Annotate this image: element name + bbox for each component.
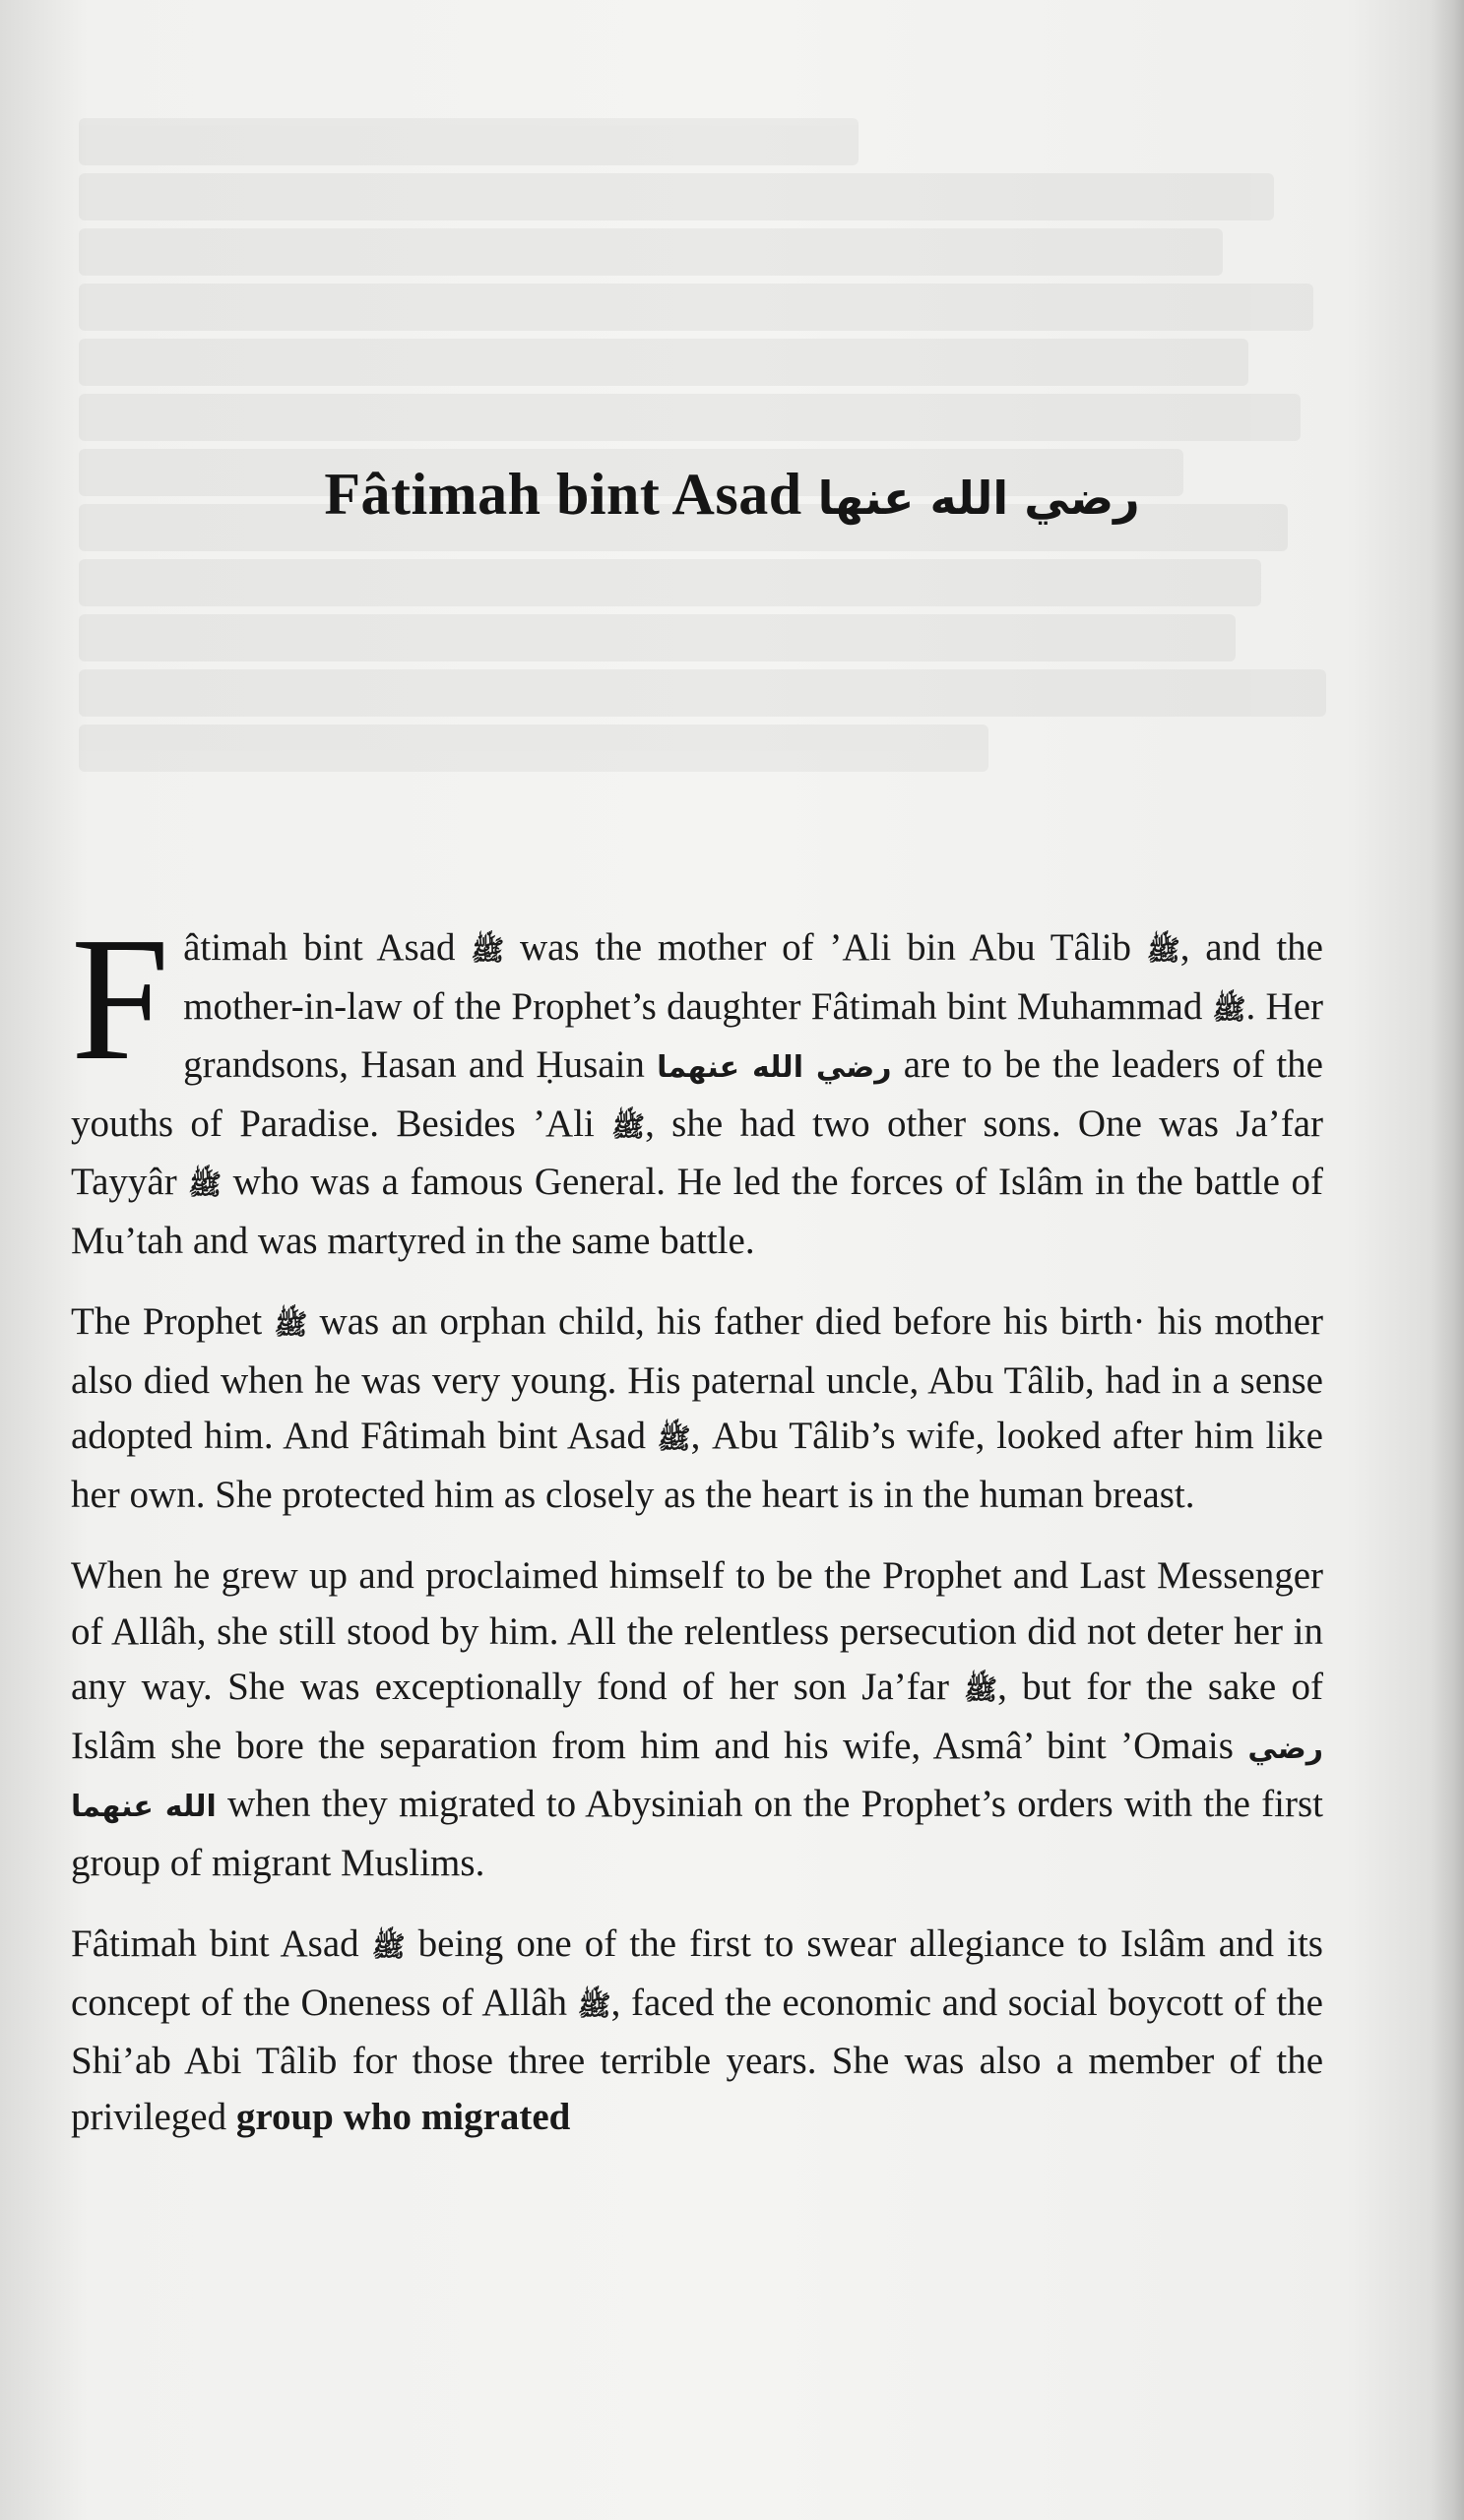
text: âtimah bint Asad [183, 926, 472, 969]
text: when they migrated to Abysiniah on the Prophet’s orders with the first group of migrant Muslims. [71, 1783, 1323, 1884]
honorific-glyph: ﷺ [577, 1988, 611, 2022]
title-text: Fâtimah bint Asad [324, 462, 802, 527]
text: , and the mother-in-law of the Prophet’s daughter Fâtimah bint Muhammad [183, 926, 1323, 1028]
honorific-glyph: ﷺ [471, 934, 505, 967]
drop-cap: F [71, 901, 170, 1097]
text: Fâtimah bint Asad [71, 1922, 372, 1965]
paragraph-3 [71, 1548, 1323, 1891]
text: are to be the leaders of the youths of Paradise. Besides ’Ali [71, 1043, 1323, 1145]
title-honorific: رضي الله عنها [817, 472, 1140, 525]
text: , faced the economic and social boycott of the Shi’ab Abi Tâlib for those three terrible years. She was also a member of the privileged [71, 1981, 1323, 2138]
paragraph-4 [71, 1917, 1323, 2145]
honorific-glyph: ﷺ [1146, 934, 1180, 967]
text: who was a famous General. He led the forces of Islâm in the battle of Mu’tah and was martyred in the same battle. [71, 1161, 1323, 1262]
text: The Prophet [71, 1300, 275, 1343]
text: was an orphan child, his father died before his birth· his mother also died when he was very young. His paternal uncle, Abu Tâlib, had in a sense adopted him. And Fâtimah bint Asad [71, 1300, 1323, 1457]
paragraph-1 [71, 901, 1324, 1269]
page-title [0, 461, 1464, 529]
text: , she had two other sons. One was Ja’far Tayyâr [71, 1102, 1324, 1203]
honorific-glyph: ﷺ [371, 1930, 406, 1963]
paragraph-2 [71, 1294, 1323, 1523]
text: was the mother of ’Ali bin Abu Tâlib [504, 926, 1147, 969]
honorific-glyph: ﷺ [274, 1308, 308, 1341]
honorific-glyph: ﷺ [964, 1673, 998, 1706]
honorific-glyph: ﷺ [657, 1422, 691, 1455]
article-body [71, 901, 1324, 2171]
honorific-glyph: ﷺ [1212, 992, 1246, 1026]
text: When he grew up and proclaimed himself to be the Prophet and Last Messenger of Allâh, she still stood by him. All the relentless persecution did not deter her in any way. She was exceptionally fond of her son Ja’far [71, 1554, 1323, 1708]
arabic-honorific: رضي الله عنهما [71, 1731, 1323, 1824]
honorific-glyph: ﷺ [188, 1168, 223, 1201]
text: , but for the sake of Islâm she bore the separation from him and his wife, Asmâ’ bint ’Omais [71, 1666, 1323, 1767]
bold-text: group who migrated [235, 2095, 571, 2138]
text: , Abu Tâlib’s wife, looked after him like her own. She protected him as closely as the heart is in the human breast. [71, 1415, 1323, 1516]
text: . Her grandsons, Hasan and Ḥusain [183, 984, 1323, 1086]
page-edge-shadow [1431, 0, 1464, 2520]
honorific-glyph: ﷺ [611, 1109, 646, 1143]
text: being one of the first to swear allegiance to Islâm and its concept of the Oneness of Allâh [71, 1922, 1323, 2024]
arabic-honorific: رضي الله عنهما [657, 1050, 892, 1085]
